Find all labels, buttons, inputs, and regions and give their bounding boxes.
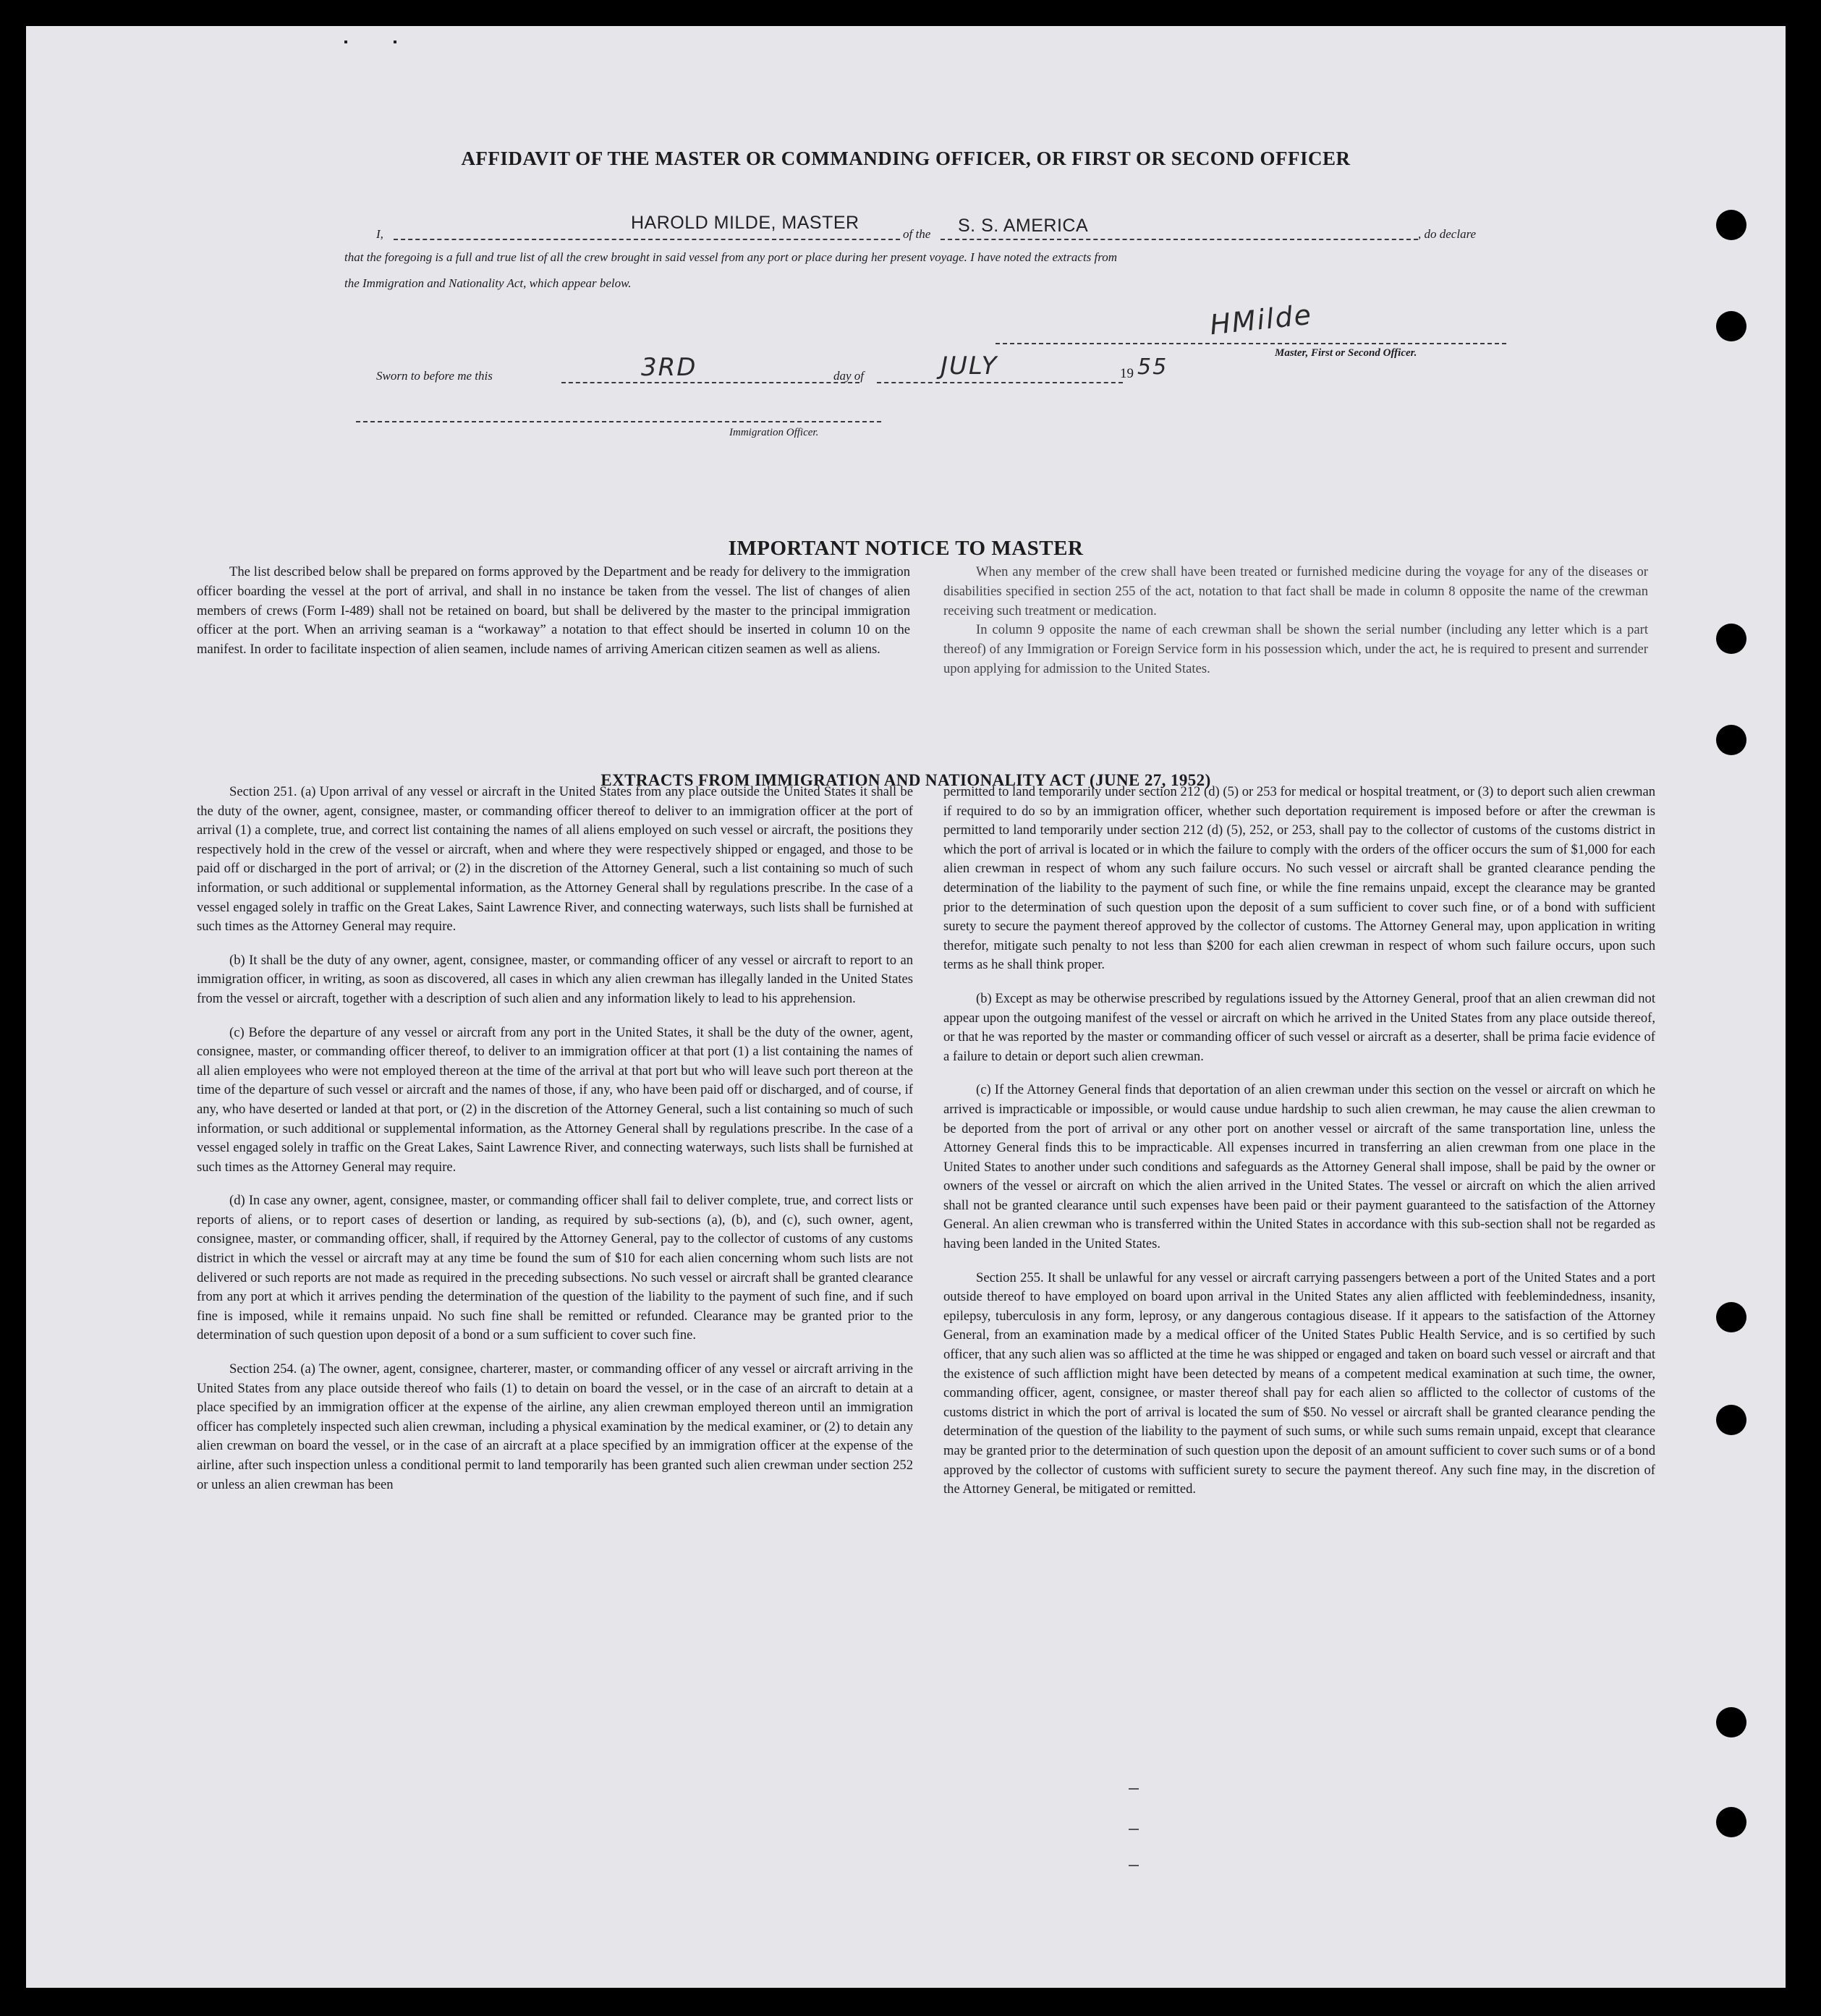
i-label: I, bbox=[376, 227, 383, 241]
day-line bbox=[561, 382, 859, 383]
punch-hole bbox=[1716, 210, 1746, 240]
month-line bbox=[877, 382, 1123, 383]
notice-right-para-2: In column 9 opposite the name of each crewman shall be shown the serial number (including any letter which is a part thereof) of any Immigration or Foreign Service form in his possession which, under the act, he is required to present and surrender upon applying for admission to the United States. bbox=[943, 622, 1648, 676]
signature-caption: Master, First or Second Officer. bbox=[1275, 347, 1417, 359]
notice-left bbox=[197, 563, 910, 660]
day-of-label: day of bbox=[833, 369, 865, 383]
year-prefix: 19 bbox=[1120, 366, 1134, 381]
notice-right bbox=[943, 563, 1648, 679]
punch-hole bbox=[1716, 725, 1746, 755]
scan-mark bbox=[1129, 1788, 1139, 1790]
master-name: HAROLD MILDE, MASTER bbox=[631, 213, 859, 233]
extracts-title: EXTRACTS FROM IMMIGRATION AND NATIONALITY ACT (JUNE 27, 1952) bbox=[600, 771, 1211, 789]
affidavit-title: AFFIDAVIT OF THE MASTER OR COMMANDING OFFICER, OR FIRST OR SECOND OFFICER bbox=[461, 148, 1351, 169]
punch-hole bbox=[1716, 1707, 1746, 1738]
section-251a: Section 251. (a) Upon arrival of any vessel or aircraft in the United States from any place outside the United States it shall be the duty of the owner, agent, consignee, master, or commanding officer thereof to deliver to an immigration officer at the port of arrival (1) a complete, true, and correct list containing the names of all aliens employed on such vessel or aircraft, the positions they respectively hold in the crew of the vessel or aircraft, when and where they were respectively shipped or engaged, and those to be paid off or discharged in the port of arrival; or (2) in the discretion of the Attorney General, such a list containing so much of such information, or such additional or supplemental information, as the Attorney General shall by regulations prescribe. In the case of a vessel engaged solely in traffic on the Great Lakes, Saint Lawrence River, and connecting waterways, such lists shall be furnished at such times as the Attorney General may require. bbox=[197, 784, 913, 935]
signature-line bbox=[996, 343, 1506, 344]
notice-left-text: The list described below shall be prepared on forms approved by the Department and be ready for delivery to the immigration officer boarding the vessel at the port of arrival, and shall in no instance be taken from the vessel. The list of changes of alien members of crews (Form I-489) shall not be retained on board, but shall be delivered by the master to the principal immigration officer at the port. When an arriving seaman is a “workaway” a notation to that effect should be inserted in column 10 on the manifest. In order to facilitate inspection of alien seamen, include names of arriving American citizen seamen as well as aliens. bbox=[197, 564, 910, 658]
of-the-label: of the bbox=[903, 227, 931, 241]
do-declare-label: , do declare bbox=[1418, 227, 1477, 241]
vessel-name: S. S. AMERICA bbox=[958, 216, 1089, 236]
extracts-right-column bbox=[943, 783, 1655, 1514]
extracts-left-column bbox=[197, 783, 913, 1509]
punch-hole bbox=[1716, 311, 1746, 341]
punch-hole bbox=[1716, 1807, 1746, 1837]
section-251b: (b) It shall be the duty of any owner, agent, consignee, master, or commanding officer of any vessel or aircraft to report to an immigration officer, in writing, as soon as discovered, all cases in which any alien crewman has illegally landed in the United States from the vessel or aircraft, together with a description of such alien and any information likely to lead to his apprehension. bbox=[197, 952, 913, 1006]
scan-mark bbox=[1129, 1829, 1139, 1830]
sworn-day: 3RD bbox=[641, 353, 697, 382]
name-line bbox=[394, 239, 900, 240]
section-254b: (b) Except as may be otherwise prescribed by regulations issued by the Attorney General, proof that an alien crewman did not appear upon the outgoing manifest of the vessel or aircraft on which he arrived in the United States from any place outside thereof, or that he was reported by the master or commanding officer of such vessel or aircraft as a deserter, shall be prima facie evidence of a failure to detain or deport such alien crewman. bbox=[943, 990, 1655, 1064]
year-suffix: 55 bbox=[1137, 354, 1168, 380]
notice-right-para-1: When any member of the crew shall have been treated or furnished medicine during the voyage for any of the diseases or disabilities specified in section 255 of the act, notation to that fact shall be made in column 8 opposite the name of the crewman receiving such treatment or medication. bbox=[943, 564, 1648, 618]
declaration-line-2: the Immigration and Nationality Act, which appear below. bbox=[344, 276, 632, 290]
punch-hole bbox=[1716, 624, 1746, 654]
scan-mark bbox=[394, 41, 396, 43]
section-254a: Section 254. (a) The owner, agent, consignee, charterer, master, or commanding officer of any vessel or aircraft arriving in the United States from any place outside thereof who fails (1) to detain on board the vessel, or in the case of an aircraft to detain at a place specified by an immigration officer at the expense of the airline, any alien crewman employed thereon until an immigration officer has completely inspected such alien crewman, including a physical examination by the medical examiner, or (2) to detain any alien crewman on board the vessel, or in the case of an aircraft at a place specified by an immigration officer at the expense of the airline, after such inspection unless a conditional permit to land temporarily has been granted such alien crewman under section 252 or unless an alien crewman has been bbox=[197, 1361, 913, 1492]
scan-mark bbox=[1129, 1865, 1139, 1866]
form-page bbox=[26, 26, 1786, 1988]
sworn-month: JULY bbox=[941, 352, 998, 380]
officer-line bbox=[356, 421, 881, 422]
notice-title: IMPORTANT NOTICE TO MASTER bbox=[728, 537, 1084, 560]
punch-hole bbox=[1716, 1405, 1746, 1435]
punch-hole bbox=[1716, 1302, 1746, 1332]
section-255: Section 255. It shall be unlawful for any vessel or aircraft carrying passengers between a port of the United States and a port outside thereof to have employed on board upon arrival in the United States any alien afflicted with feeblemindedness, insanity, epilepsy, tuberculosis in any form, leprosy, or any dangerous contagious disease. If it appears to the satisfaction of the Attorney General, from an examination made by a medical officer of the United States Public Health Service, and is so certified by such officer, that any such alien was so afflicted at the time he was shipped or engaged and taken on board such vessel or aircraft and that the existence of such affliction might have been detected by means of a competent medical examination at such time, the owner, commanding officer, agent, consignee, or master thereof shall pay for each alien so afflicted to the collector of customs of the customs district in which the port of arrival is located the sum of $50. No vessel or aircraft shall be granted clearance pending the determination of the question of the liability to the payment of such sums, or while such sums remain unpaid, except that clearance may be granted prior to the determination of such question upon the deposit of an amount sufficient to cover such sums or of a bond approved by the collector of customs with sufficient surety to secure the payment thereof. Any such fine may, in the discretion of the Attorney General, be mitigated or remitted. bbox=[943, 1269, 1655, 1497]
section-251d: (d) In case any owner, agent, consignee, master, or commanding officer shall fail to deliver complete, true, and correct lists or reports of aliens, or to report cases of desertion or landing, as required by sub-sections (a), (b), and (c), such owner, agent, consignee, master, or commanding officer, shall, if required by the Attorney General, pay to the collector of customs of any customs district in which the vessel or aircraft may at any time be found the sum of $10 for each alien concerning whom such lists are not delivered or such reports are not made as required in the preceding subsections. No such vessel or aircraft shall be granted clearance from any port at which it arrives pending the determination of the question of the liability to the payment of such fine, and if such fine is imposed, while it remains unpaid. No such fine shall be remitted or refunded. Clearance may be granted prior to the determination of such question upon deposit of a bond or a sum sufficient to cover such fine. bbox=[197, 1193, 913, 1343]
section-251c: (c) Before the departure of any vessel or aircraft from any port in the United States, it shall be the duty of the owner, agent, consignee, master, or commanding officer thereof, to deliver to an immigration officer at that port (1) a list containing the names of all alien employees who were not employed thereon at the time of the arrival at that port but who will leave such port thereon at the time of the departure of such vessel or aircraft and the names of those, if any, who have been paid off or discharged, and of course, if any, who have deserted or landed at that port, or (2) in the discretion of the Attorney General, such a list containing so much of such information, or such additional or supplemental information, as the Attorney General shall by regulations prescribe. In the case of a vessel engaged solely in traffic on the Great Lakes, Saint Lawrence River, and connecting waterways, such lists shall be furnished at such times as the Attorney General may require. bbox=[197, 1024, 913, 1175]
declaration-line-1: that the foregoing is a full and true list of all the crew brought in said vessel from any port or place during her present voyage. I have noted the extracts from bbox=[344, 250, 1118, 264]
section-254a-continued: permitted to land temporarily under section 212 (d) (5) or 253 for medical or hospital treatment, or (3) to deport such alien crewman if required to do so by an immigration officer, whether such deportation requirement is imposed before or after the crewman is permitted to land temporarily under section 212 (d) (5), 252, or 253, shall pay to the collector of customs of the customs district in which the port of arrival is located or in which the failure to comply with the orders of the officer occurs the sum of $1,000 for each alien crewman in respect of whom any such failure occurs. No such vessel or aircraft shall be granted clearance pending the determination of the liability to the payment of such fine, or while the fine remains unpaid, except the clearance may be granted prior to the determination of such question upon the deposit of a sum sufficient to cover such fine, or of a bond with sufficient surety to secure the payment thereof approved by the collector of customs. The Attorney General may, upon application in writing therefor, mitigate such penalty to not less than $200 for each alien crewman in respect of whom such failure occurs, upon such terms as he shall think proper. bbox=[943, 784, 1655, 973]
officer-caption: Immigration Officer. bbox=[729, 427, 819, 438]
scan-mark bbox=[344, 41, 347, 43]
master-signature: HMilde bbox=[1208, 298, 1314, 341]
vessel-line bbox=[941, 239, 1418, 240]
sworn-label: Sworn to before me this bbox=[376, 369, 493, 383]
section-254c: (c) If the Attorney General finds that deportation of an alien crewman under this section on the vessel or aircraft on which he arrived is impracticable or impossible, or would cause undue hardship to such alien crewman, he may cause the alien crewman to be deported from the port of arrival or any other port on another vessel or aircraft of the same transportation line, unless the Attorney General finds this to be impracticable. All expenses incurred in transferring an alien crewman from one place in the United States to another under such conditions and safeguards as the Attorney General shall impose, shall be paid by the owner or owners of the vessel or aircraft on which the alien arrived in the United States. The vessel or aircraft on which the alien arrived shall not be granted clearance until such expenses have been paid or their payment guaranteed to the satisfaction of the Attorney General. An alien crewman who is transferred within the United States in accordance with this sub-section shall not be regarded as having been landed in the United States. bbox=[943, 1082, 1655, 1252]
